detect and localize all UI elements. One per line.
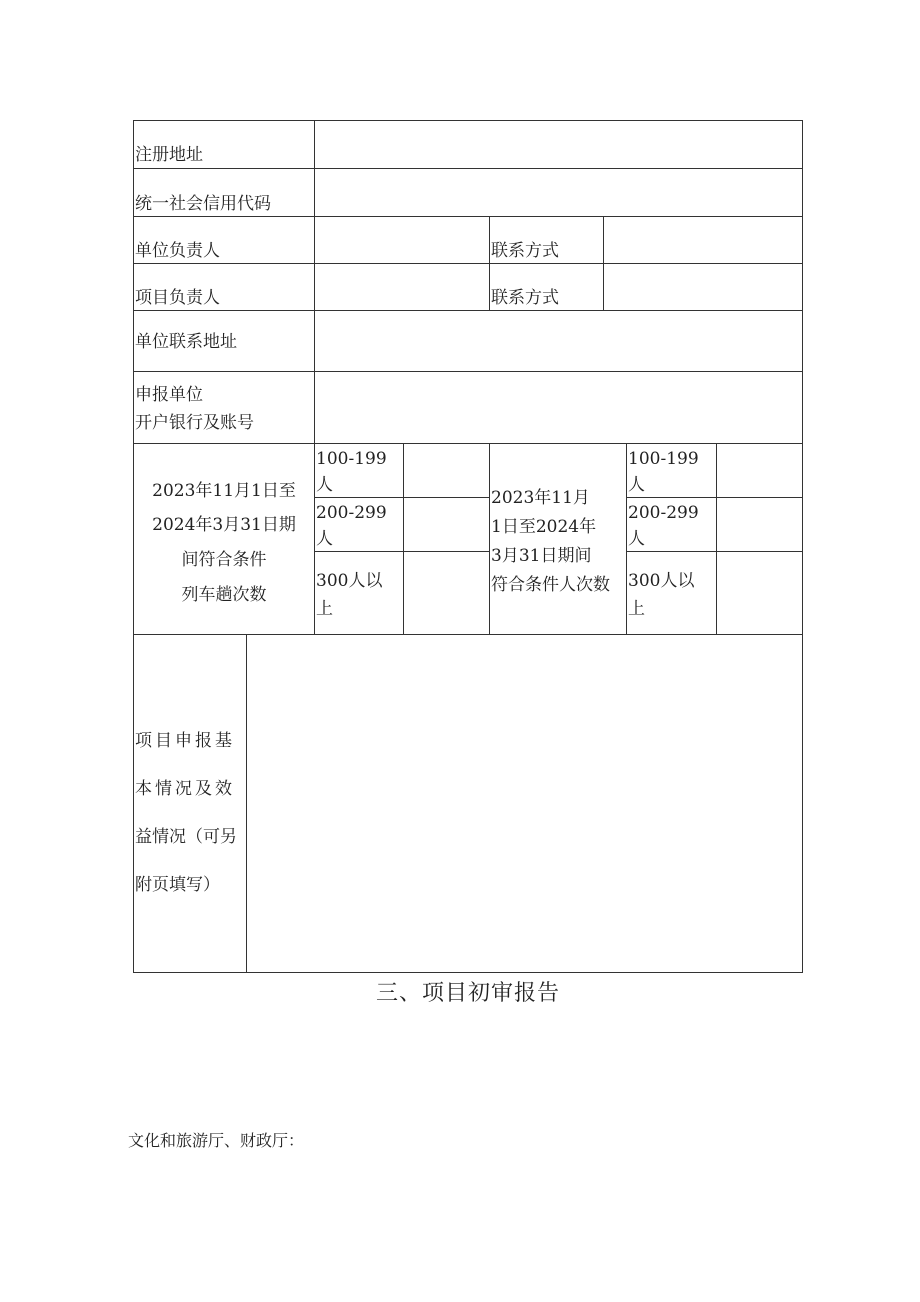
- passenger-visits-label-line: 2023年11月: [491, 488, 590, 508]
- table-rule: [626, 497, 803, 498]
- train-tier-100-199-line1: 100-199: [316, 449, 387, 469]
- table-rule: [133, 168, 803, 169]
- passenger-tier-100-199-line1: 100-199: [628, 449, 699, 469]
- train-tier-200-299-line1: 200-299: [316, 503, 387, 523]
- passenger-visits-label-line: 3月31日期间: [491, 546, 592, 566]
- table-rule: [133, 263, 803, 264]
- train-trips-label-line: 2023年11月1日至: [152, 481, 296, 501]
- bank-label-line1: 申报单位: [135, 385, 203, 405]
- passenger-tier-100-199-line2: 人: [628, 475, 645, 495]
- table-rule: [133, 443, 803, 444]
- table-rule: [403, 443, 404, 635]
- project-head-label: 项目负责人: [135, 288, 220, 308]
- train-tier-200-299-line2: 人: [316, 529, 333, 549]
- passenger-visits-label-line: 符合条件人次数: [491, 575, 610, 595]
- train-tier-100-199-line2: 人: [316, 475, 333, 495]
- table-border-right: [802, 120, 803, 973]
- section-heading: 三、项目初审报告: [376, 981, 561, 1006]
- basic-info-label-line: 本情况及效: [135, 779, 235, 799]
- table-rule: [489, 216, 490, 311]
- table-border-bottom: [133, 972, 803, 973]
- table-rule: [314, 497, 490, 498]
- table-rule: [133, 371, 803, 372]
- bank-label-line2: 开户银行及账号: [135, 413, 254, 433]
- table-rule: [314, 551, 490, 552]
- basic-info-label-line: 项目申报基: [135, 731, 235, 751]
- project-head-contact-label: 联系方式: [491, 288, 559, 308]
- basic-info-label-line: 附页填写）: [135, 875, 220, 895]
- unit-head-label: 单位负责人: [135, 241, 220, 261]
- passenger-tier-200-299-line1: 200-299: [628, 503, 699, 523]
- registered-address-label: 注册地址: [135, 145, 203, 165]
- table-rule: [133, 216, 803, 217]
- train-tier-300-plus-line1: 300人以: [316, 571, 383, 591]
- passenger-tier-300-plus-line1: 300人以: [628, 571, 695, 591]
- train-trips-label-line: 2024年3月31日期: [152, 515, 296, 535]
- table-border-top: [133, 120, 803, 121]
- basic-info-label-line: 益情况（可另: [135, 827, 237, 847]
- table-rule: [314, 120, 315, 635]
- table-rule: [246, 634, 247, 973]
- table-rule: [489, 443, 490, 635]
- passenger-visits-label-line: 1日至2024年: [491, 517, 597, 537]
- train-tier-300-plus-line2: 上: [316, 599, 333, 619]
- unit-contact-address-label: 单位联系地址: [135, 332, 237, 352]
- passenger-tier-300-plus-line2: 上: [628, 599, 645, 619]
- unit-head-contact-label: 联系方式: [491, 241, 559, 261]
- table-border-left: [133, 120, 134, 973]
- table-rule: [626, 443, 627, 635]
- table-rule: [716, 443, 717, 635]
- table-rule: [603, 216, 604, 311]
- train-trips-label-line: 列车趟次数: [181, 585, 267, 605]
- table-rule: [626, 551, 803, 552]
- passenger-tier-200-299-line2: 人: [628, 529, 645, 549]
- train-trips-label-line: 间符合条件: [181, 550, 267, 570]
- credit-code-label: 统一社会信用代码: [135, 194, 271, 214]
- addressee-line: 文化和旅游厅、财政厅：: [128, 1131, 305, 1150]
- table-rule: [133, 634, 803, 635]
- table-rule: [133, 310, 803, 311]
